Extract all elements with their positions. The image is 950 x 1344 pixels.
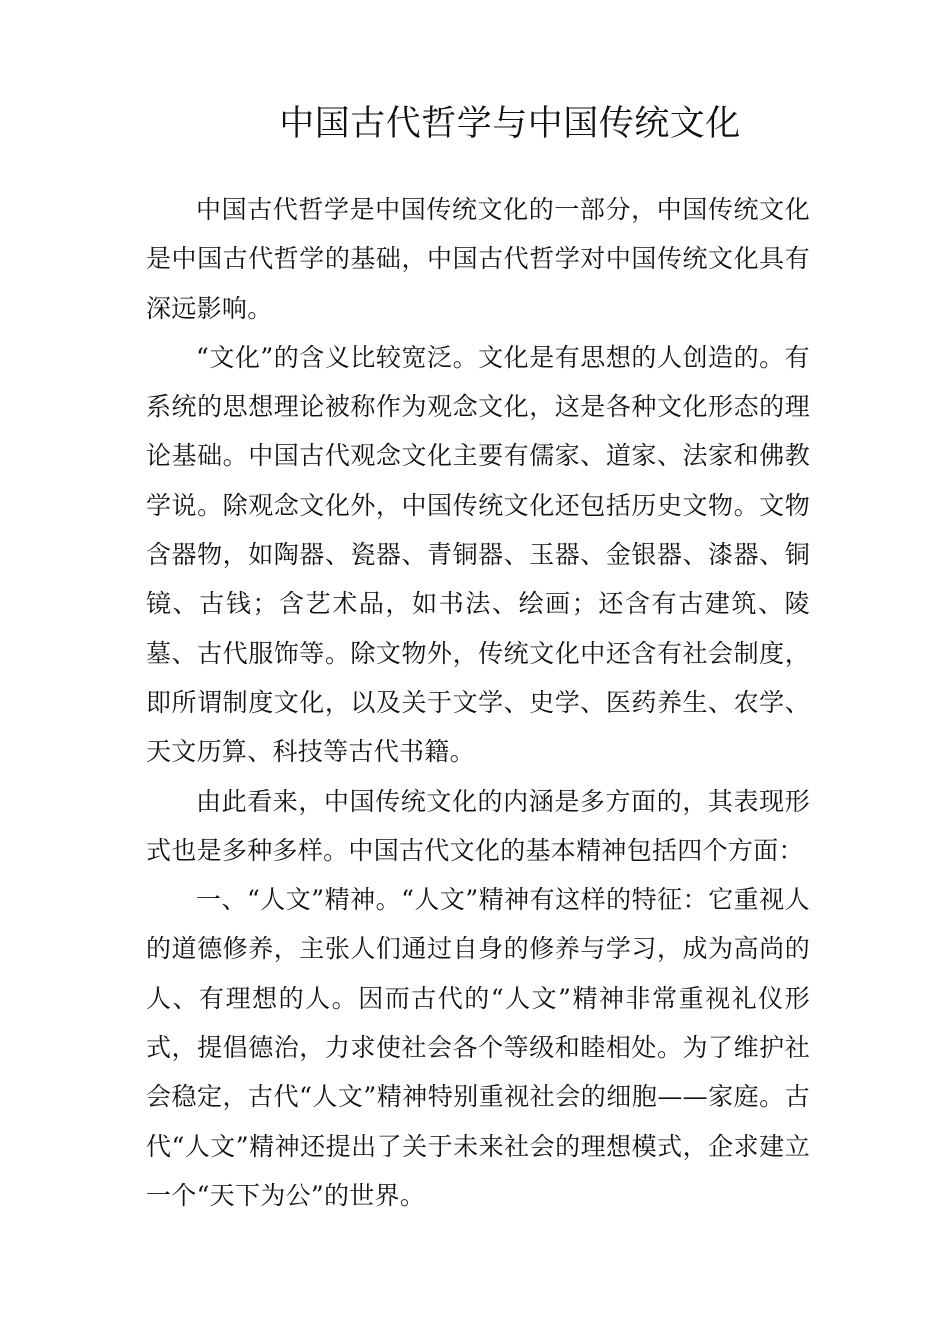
paragraph-humanistic-spirit: 一、“人文”精神。“人文”精神有这样的特征：它重视人的道德修养，主张人们通过自身的修养与学习，成为高尚的人、有理想的人。因而古代的“人文”精神非常重视礼仪形式，提倡德治，力求使社会各个等级和睦相处。为了维护社会稳定，古代“人文”精神特别重视社会的细胞——家庭。古代“人文”精神还提出了关于未来社会的理想模式，企求建立一个“天下为公”的世界。	[146, 885, 810, 1210]
document-body	[146, 185, 810, 1220]
document-title: 中国古代哲学与中国传统文化	[279, 104, 741, 144]
paragraph-intro: 中国古代哲学是中国传统文化的一部分，中国传统文化是中国古代哲学的基础，中国古代哲学对中国传统文化具有深远影响。	[146, 195, 810, 323]
paragraph-forms: 由此看来，中国传统文化的内涵是多方面的，其表现形式也是多种多样。中国古代文化的基本精神包括四个方面：	[146, 786, 810, 865]
paragraph-culture-meaning: “文化”的含义比较宽泛。文化是有思想的人创造的。有系统的思想理论被称作为观念文化，这是各种文化形态的理论基础。中国古代观念文化主要有儒家、道家、法家和佛教学说。除观念文化外，中国传统文化还包括历史文物。文物含器物，如陶器、瓷器、青铜器、玉器、金银器、漆器、铜镜、古钱；含艺术品，如书法、绘画；还含有古建筑、陵墓、古代服饰等。除文物外，传统文化中还含有社会制度，即所谓制度文化，以及关于文学、史学、医药养生、农学、天文历算、科技等古代书籍。	[146, 342, 810, 767]
